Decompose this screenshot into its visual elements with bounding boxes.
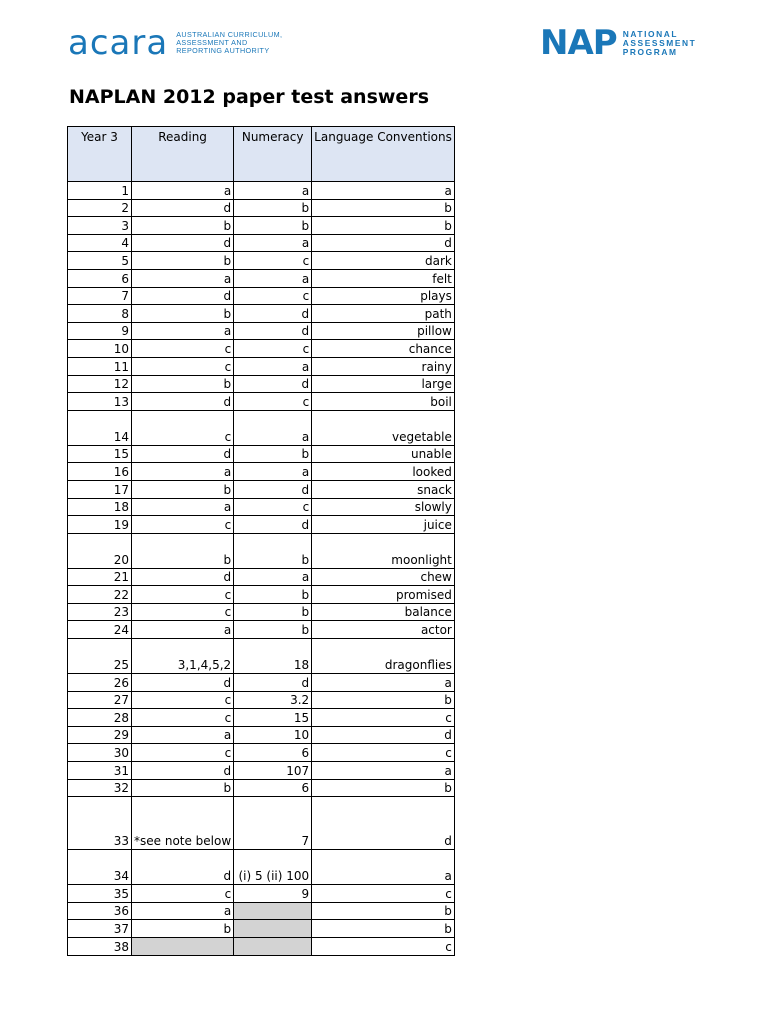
language-answer-cell: b [312,902,455,920]
table-row [68,269,455,287]
language-answer-cell: d [312,797,455,850]
acara-sub-line: REPORTING AUTHORITY [176,46,270,55]
answers-body [68,182,455,956]
language-answer-cell: chew [312,568,455,586]
language-answer-cell: slowly [312,498,455,516]
numeracy-answer-cell: 7 [234,797,312,850]
question-number-cell: 22 [68,586,132,604]
question-number-cell: 15 [68,445,132,463]
table-row [68,340,455,358]
nap-sub-line: ASSESSMENT [622,37,697,48]
table-row [68,287,455,305]
numeracy-answer-cell: b [234,586,312,604]
table-row [68,234,455,252]
reading-answer-cell: c [132,885,234,903]
question-number-cell: 35 [68,885,132,903]
numeracy-answer-cell: a [234,568,312,586]
numeracy-answer-cell: a [234,357,312,375]
reading-answer-cell: c [132,516,234,534]
numeracy-answer-cell: 6 [234,779,312,797]
acara-sub-line: AUSTRALIAN CURRICULUM, [176,30,283,39]
table-row [68,920,455,938]
language-answer-cell: a [312,182,455,200]
table-row [68,410,455,445]
question-number-cell: 24 [68,621,132,639]
question-number-cell: 14 [68,410,132,445]
numeracy-answer-cell: b [234,217,312,235]
reading-answer-cell: c [132,586,234,604]
question-number-cell: 1 [68,182,132,200]
question-number-cell: 32 [68,779,132,797]
reading-answer-cell: a [132,182,234,200]
language-answer-cell: a [312,674,455,692]
table-row [68,393,455,411]
numeracy-answer-cell: 107 [234,762,312,780]
language-answer-cell: c [312,709,455,727]
table-row [68,252,455,270]
table-row [68,726,455,744]
reading-answer-cell: d [132,762,234,780]
question-number-cell: 5 [68,252,132,270]
question-number-cell: 27 [68,691,132,709]
table-row [68,779,455,797]
question-number-cell: 33 [68,797,132,850]
language-answer-cell: rainy [312,357,455,375]
language-answer-cell: c [312,938,455,956]
language-answer-cell: d [312,234,455,252]
reading-answer-cell: d [132,199,234,217]
reading-answer-cell: c [132,410,234,445]
table-row [68,938,455,956]
reading-answer-cell: b [132,305,234,323]
table-row [68,586,455,604]
reading-answer-cell: c [132,603,234,621]
numeracy-answer-cell: 15 [234,709,312,727]
language-answer-cell: actor [312,621,455,639]
numeracy-answer-cell: 6 [234,744,312,762]
numeracy-answer-cell: 3.2 [234,691,312,709]
nap-logo-word: NAP [540,23,617,63]
table-row [68,639,455,674]
reading-answer-cell: a [132,322,234,340]
question-number-cell: 19 [68,516,132,534]
reading-answer-cell: a [132,621,234,639]
reading-answer-cell: b [132,217,234,235]
reading-answer-cell: 3,1,4,5,2 [132,639,234,674]
table-row [68,744,455,762]
acara-sub-line: ASSESSMENT AND [176,38,248,47]
question-number-cell: 16 [68,463,132,481]
language-answer-cell: a [312,762,455,780]
numeracy-answer-cell: c [234,393,312,411]
language-answer-cell: b [312,920,455,938]
table-row [68,480,455,498]
reading-answer-cell: d [132,850,234,885]
reading-answer-cell: b [132,480,234,498]
acara-logo-subtitle [176,31,282,55]
language-answer-cell: b [312,199,455,217]
question-number-cell: 37 [68,920,132,938]
numeracy-answer-cell: a [234,182,312,200]
table-row [68,445,455,463]
reading-answer-cell: b [132,375,234,393]
question-number-cell: 25 [68,639,132,674]
table-row [68,498,455,516]
reading-answer-cell: a [132,902,234,920]
reading-answer-cell: d [132,234,234,252]
table-row [68,375,455,393]
table-row [68,533,455,568]
table-row [68,709,455,727]
numeracy-answer-cell: d [234,516,312,534]
language-answer-cell: balance [312,603,455,621]
reading-answer-cell: d [132,674,234,692]
question-number-cell: 10 [68,340,132,358]
numeracy-answer-cell: a [234,269,312,287]
reading-answer-cell: d [132,568,234,586]
numeracy-answer-cell [234,920,312,938]
acara-logo [68,23,283,63]
table-row [68,762,455,780]
numeracy-answer-cell: d [234,674,312,692]
question-number-cell: 17 [68,480,132,498]
numeracy-answer-cell: d [234,305,312,323]
question-number-cell: 21 [68,568,132,586]
table-row [68,182,455,200]
question-number-cell: 31 [68,762,132,780]
numeracy-answer-cell: 18 [234,639,312,674]
question-number-cell: 7 [68,287,132,305]
numeracy-answer-cell: (i) 5 (ii) 100 [234,850,312,885]
table-row [68,885,455,903]
question-number-cell: 26 [68,674,132,692]
numeracy-answer-cell: 9 [234,885,312,903]
table-row [68,621,455,639]
nap-logo [540,23,697,63]
acara-logo-word: acara [68,23,169,63]
numeracy-answer-cell [234,938,312,956]
table-row [68,674,455,692]
numeracy-answer-cell: c [234,340,312,358]
reading-answer-cell: b [132,779,234,797]
language-answer-cell: c [312,885,455,903]
language-answer-cell: d [312,726,455,744]
reading-answer-cell: a [132,498,234,516]
reading-answer-cell [132,938,234,956]
reading-answer-cell: *see note below [132,797,234,850]
language-answer-cell: promised [312,586,455,604]
numeracy-answer-cell: b [234,533,312,568]
table-row [68,691,455,709]
numeracy-answer-cell: a [234,463,312,481]
numeracy-answer-cell: 10 [234,726,312,744]
question-number-cell: 6 [68,269,132,287]
language-answer-cell: a [312,850,455,885]
numeracy-answer-cell: b [234,445,312,463]
numeracy-answer-cell: a [234,410,312,445]
numeracy-answer-cell: d [234,480,312,498]
language-answer-cell: vegetable [312,410,455,445]
header-language-conventions: Language Conventions [312,127,455,182]
language-answer-cell: snack [312,480,455,498]
numeracy-answer-cell: c [234,252,312,270]
language-answer-cell: unable [312,445,455,463]
table-row [68,322,455,340]
reading-answer-cell: c [132,340,234,358]
question-number-cell: 13 [68,393,132,411]
question-number-cell: 2 [68,199,132,217]
numeracy-answer-cell: b [234,199,312,217]
nap-logo-subtitle [623,30,697,57]
table-row [68,603,455,621]
nap-sub-line: PROGRAM [622,46,678,57]
reading-answer-cell: a [132,726,234,744]
page-title: NAPLAN 2012 paper test answers [69,86,429,108]
question-number-cell: 34 [68,850,132,885]
nap-sub-line: NATIONAL [622,28,679,39]
numeracy-answer-cell: c [234,498,312,516]
reading-answer-cell: d [132,393,234,411]
language-answer-cell: looked [312,463,455,481]
table-row [68,902,455,920]
question-number-cell: 3 [68,217,132,235]
language-answer-cell: plays [312,287,455,305]
question-number-cell: 11 [68,357,132,375]
header-row [68,127,455,182]
question-number-cell: 23 [68,603,132,621]
table-row [68,568,455,586]
table-row [68,357,455,375]
table-row [68,850,455,885]
language-answer-cell: juice [312,516,455,534]
numeracy-answer-cell: d [234,375,312,393]
table-row [68,199,455,217]
numeracy-answer-cell: d [234,322,312,340]
numeracy-answer-cell: b [234,621,312,639]
reading-answer-cell: c [132,357,234,375]
question-number-cell: 36 [68,902,132,920]
language-answer-cell: large [312,375,455,393]
language-answer-cell: pillow [312,322,455,340]
reading-answer-cell: b [132,533,234,568]
reading-answer-cell: d [132,287,234,305]
table-row [68,305,455,323]
reading-answer-cell: c [132,744,234,762]
header-reading: Reading [132,127,234,182]
numeracy-answer-cell [234,902,312,920]
language-answer-cell: c [312,744,455,762]
header-numeracy: Numeracy [234,127,312,182]
language-answer-cell: dragonflies [312,639,455,674]
question-number-cell: 20 [68,533,132,568]
numeracy-answer-cell: a [234,234,312,252]
numeracy-answer-cell: c [234,287,312,305]
question-number-cell: 29 [68,726,132,744]
reading-answer-cell: b [132,920,234,938]
table-row [68,797,455,850]
question-number-cell: 18 [68,498,132,516]
reading-answer-cell: d [132,445,234,463]
question-number-cell: 30 [68,744,132,762]
reading-answer-cell: c [132,691,234,709]
numeracy-answer-cell: b [234,603,312,621]
answers-table [67,126,455,956]
question-number-cell: 12 [68,375,132,393]
question-number-cell: 9 [68,322,132,340]
question-number-cell: 4 [68,234,132,252]
language-answer-cell: path [312,305,455,323]
language-answer-cell: dark [312,252,455,270]
reading-answer-cell: a [132,269,234,287]
language-answer-cell: boil [312,393,455,411]
table-row [68,516,455,534]
reading-answer-cell: c [132,709,234,727]
table-row [68,463,455,481]
language-answer-cell: b [312,779,455,797]
reading-answer-cell: a [132,463,234,481]
question-number-cell: 28 [68,709,132,727]
language-answer-cell: b [312,217,455,235]
language-answer-cell: moonlight [312,533,455,568]
language-answer-cell: felt [312,269,455,287]
table-row [68,217,455,235]
reading-answer-cell: b [132,252,234,270]
question-number-cell: 8 [68,305,132,323]
language-answer-cell: chance [312,340,455,358]
header-year: Year 3 [68,127,132,182]
language-answer-cell: b [312,691,455,709]
question-number-cell: 38 [68,938,132,956]
